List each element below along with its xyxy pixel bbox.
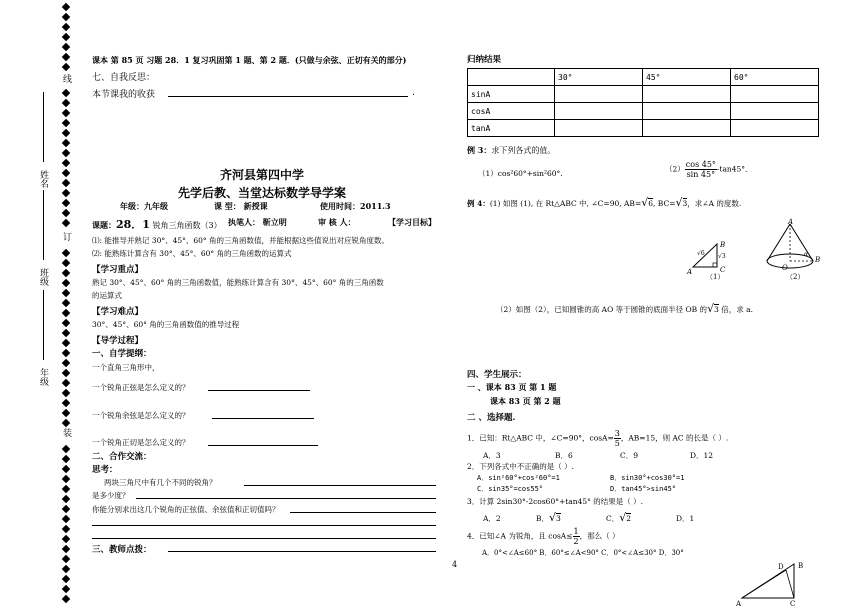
figure-2-cone bbox=[760, 218, 824, 280]
vertex-c-label: C bbox=[790, 600, 796, 607]
sqrt-symbol: √ bbox=[641, 196, 649, 209]
reflection-heading: 七、自我反思： bbox=[92, 73, 156, 83]
answer-cell[interactable] bbox=[731, 120, 819, 137]
cone-left-edge bbox=[767, 224, 790, 261]
binding-diamond bbox=[62, 545, 70, 553]
option-radicand: 2 bbox=[626, 514, 632, 523]
example-3-part-2-prefix: （2） bbox=[665, 164, 685, 174]
point-b-label: B bbox=[815, 256, 821, 264]
vertex-a-label: A bbox=[736, 600, 742, 607]
choice-4 bbox=[467, 527, 620, 546]
binding-diamond bbox=[62, 53, 70, 61]
table-header-45: 45° bbox=[643, 69, 731, 86]
example-4-part-2 bbox=[496, 302, 753, 315]
grade-fill-line bbox=[43, 290, 44, 360]
topic-number: 28．1 bbox=[116, 218, 150, 231]
choice-3-option-c[interactable] bbox=[606, 511, 631, 524]
binding-diamond bbox=[62, 279, 70, 287]
choice-3: 3．计算 2sin30°-2cos60°+tan45° 的结果是（ ）. bbox=[467, 497, 644, 506]
question-intro: 一个直角三角形中， bbox=[92, 363, 160, 372]
binding-diamond bbox=[62, 565, 70, 573]
table-header-60: 60° bbox=[731, 69, 819, 86]
choice-section-heading: 二 、选择题. bbox=[467, 413, 516, 423]
example-3-part-2-suffix: -tan45°． bbox=[716, 164, 753, 174]
apex-a-label: A bbox=[788, 218, 794, 226]
question-tangent: 一个锐角正切是怎么定义的？ bbox=[92, 438, 190, 447]
answer-cell[interactable] bbox=[555, 103, 643, 120]
gains-label: 本节课我的收获 bbox=[92, 90, 156, 100]
example-4-label: 例 4： bbox=[467, 199, 490, 208]
example-3-part-2 bbox=[665, 160, 753, 179]
binding-bind-char: 装 bbox=[61, 428, 71, 437]
binding-diamond bbox=[62, 399, 70, 407]
binding-diamond bbox=[62, 159, 70, 167]
choice-3-option-a[interactable]: A．2 bbox=[483, 514, 501, 523]
binding-diamond bbox=[62, 129, 70, 137]
binding-diamond bbox=[62, 465, 70, 473]
question-cosine: 一个锐角余弦是怎么定义的？ bbox=[92, 411, 190, 420]
sqrt-symbol: √ bbox=[549, 511, 557, 524]
fraction-denominator: 5 bbox=[614, 439, 620, 448]
goals-header: 【学习目标】 bbox=[388, 217, 436, 227]
binding-diamond bbox=[62, 3, 70, 11]
binding-diamond bbox=[62, 109, 70, 117]
difficulty-text: 30°、45°、60° 角的三角函数值的推导过程 bbox=[92, 320, 240, 329]
half-fraction bbox=[573, 527, 580, 546]
answer-cell[interactable] bbox=[555, 86, 643, 103]
binding-diamond bbox=[62, 139, 70, 147]
binding-diamond bbox=[62, 595, 70, 603]
segment-ad bbox=[742, 570, 786, 598]
fraction-numerator: cos 45° bbox=[685, 160, 716, 169]
name-fill-line bbox=[43, 92, 44, 162]
topic-line bbox=[92, 216, 222, 232]
document-title: 先学后教、当堂达标数学导学案 bbox=[177, 186, 346, 200]
cone-right-edge bbox=[790, 224, 813, 261]
example-4-part-2-suffix: 倍，求 a. bbox=[718, 305, 753, 314]
table-header-30: 30° bbox=[555, 69, 643, 86]
row-label-cos: cosA bbox=[468, 103, 555, 120]
binding-diamond bbox=[62, 419, 70, 427]
sine-answer-line bbox=[208, 390, 310, 391]
binding-diamond bbox=[62, 299, 70, 307]
binding-diamond bbox=[62, 495, 70, 503]
table-row bbox=[468, 86, 819, 103]
vertex-b-label: B bbox=[798, 562, 804, 570]
table-row bbox=[468, 120, 819, 137]
binding-diamond bbox=[62, 63, 70, 71]
bc-radicand: 3 bbox=[682, 199, 688, 208]
homework-line: 课本 第 85 页 习题 28．1 复习巩固第 1 题、第 2 题．(只做与余弦、正切有关的部分) bbox=[92, 55, 407, 65]
difficulty-header: 【学习难点】 bbox=[92, 307, 144, 317]
binding-diamond bbox=[62, 389, 70, 397]
figure-triangle-abcd bbox=[732, 560, 812, 607]
choice-4-options[interactable]: A．0°<∠A≤60° B．60°≤∠A<90° C．0°<∠A≤30° D．30° bbox=[482, 549, 684, 557]
author: 执笔人： 靳立明 bbox=[228, 217, 287, 227]
answer-line-2 bbox=[92, 538, 436, 539]
process-header: 【导学过程】 bbox=[92, 336, 144, 346]
option-radicand: 3 bbox=[556, 514, 561, 523]
binding-diamond bbox=[62, 475, 70, 483]
segment-dc bbox=[786, 570, 794, 598]
class-fill-line bbox=[43, 190, 44, 260]
example-4-part-1 bbox=[467, 196, 741, 209]
gains-period: . bbox=[412, 88, 415, 98]
binding-diamond bbox=[62, 359, 70, 367]
meta-date: 使用时间：2011.3 bbox=[320, 201, 391, 211]
binding-diamond bbox=[62, 189, 70, 197]
binding-diamond bbox=[62, 525, 70, 533]
binding-diamond bbox=[62, 455, 70, 463]
answer-cell[interactable] bbox=[643, 120, 731, 137]
choice-2-option-a[interactable]: A．sin²60°+cos²60°=1 bbox=[477, 474, 560, 482]
key-line-2: 的运算式 bbox=[92, 291, 122, 300]
binding-diamond bbox=[62, 535, 70, 543]
sqrt-symbol: √ bbox=[675, 196, 683, 209]
binding-diamond bbox=[62, 555, 70, 563]
sqrt-symbol: √ bbox=[619, 511, 627, 524]
think-question-1: 两块三角尺中有几个不同的锐角？ bbox=[104, 478, 217, 487]
binding-diamond bbox=[62, 33, 70, 41]
binding-diamond bbox=[62, 13, 70, 21]
right-angle-mark bbox=[713, 263, 717, 267]
binding-diamond bbox=[62, 369, 70, 377]
page-number: 4 bbox=[452, 560, 458, 569]
binding-diamond bbox=[62, 269, 70, 277]
fraction-numerator: 3 bbox=[614, 429, 620, 438]
choice-1-prefix: 1．已知：Rt△ABC 中，∠C=90°，cosA= bbox=[467, 433, 614, 443]
binding-diamond bbox=[62, 485, 70, 493]
tangent-answer-line bbox=[208, 445, 318, 446]
table-corner-cell bbox=[468, 69, 555, 86]
binding-diamond bbox=[62, 99, 70, 107]
cos-fraction bbox=[614, 429, 621, 448]
example-4-suffix: ，求∠A 的度数. bbox=[687, 199, 742, 208]
question-sine: 一个锐角正弦是怎么定义的？ bbox=[92, 383, 190, 392]
binding-diamond bbox=[62, 409, 70, 417]
binding-order-char: 订 bbox=[61, 232, 71, 241]
choice-4-prefix: 4．已知∠A 为锐角，且 cosA≤ bbox=[467, 531, 573, 541]
fraction-numerator: 1 bbox=[573, 527, 579, 536]
choice-2-option-c[interactable]: C．sin35°=cos55° bbox=[477, 485, 544, 493]
answer-cell[interactable] bbox=[731, 103, 819, 120]
cone-radicand: 3 bbox=[714, 305, 719, 314]
binding-diamond bbox=[62, 169, 70, 177]
vertex-a-label: A bbox=[687, 268, 693, 276]
goal-1: ⑴: 能推导并熟记 30°、45°、60° 角的三角函数值，并能根据这些值说出对应锐角度数。 bbox=[92, 236, 390, 245]
name-label: 姓名 bbox=[38, 170, 48, 188]
fraction-denominator: sin 45° bbox=[686, 170, 716, 179]
key-line-1: 熟记 30°、45°、60° 角的三角函数值，能熟练计算含有 30°、45°、60° 角的三角函数 bbox=[92, 278, 384, 287]
summary-title: 归纳结果 bbox=[467, 55, 502, 65]
choice-1-option-a[interactable]: A．3 bbox=[483, 451, 501, 460]
section-4-heading: 四、学生展示： bbox=[467, 370, 527, 380]
binding-diamond bbox=[62, 309, 70, 317]
show-item-1: 一 、课本 83 页 第 1 题 bbox=[467, 382, 557, 392]
cos-over-sin-fraction bbox=[685, 160, 717, 179]
gains-fill-line bbox=[168, 96, 408, 97]
answer-cell[interactable] bbox=[731, 86, 819, 103]
think-1-line bbox=[244, 485, 436, 486]
section-3-heading: 三、教师点拨： bbox=[92, 545, 152, 555]
binding-diamond bbox=[62, 179, 70, 187]
binding-diamond bbox=[62, 249, 70, 257]
binding-diamond bbox=[62, 23, 70, 31]
figure-1-label: （1） bbox=[706, 273, 725, 281]
binding-line-char: 线 bbox=[61, 74, 71, 83]
think-question-1b: 是多少度？ bbox=[92, 491, 130, 500]
example-3-part-1: （1）cos²60°+sin²60°. bbox=[478, 169, 563, 178]
choice-1-option-c[interactable]: C．9 bbox=[620, 451, 639, 460]
option-letter: B． bbox=[536, 514, 550, 523]
binding-diamond bbox=[62, 219, 70, 227]
answer-cell[interactable] bbox=[643, 103, 731, 120]
binding-diamond bbox=[62, 505, 70, 513]
choice-1 bbox=[467, 429, 728, 448]
binding-diamond bbox=[62, 339, 70, 347]
binding-diamond bbox=[62, 89, 70, 97]
section-2-heading: 二、合作交流： bbox=[92, 452, 152, 462]
choice-2: 2．下列各式中不正确的是（ ）. bbox=[467, 462, 575, 471]
choice-1-option-d[interactable]: D．12 bbox=[690, 451, 714, 460]
topic-text: 锐角三角函数（3） bbox=[149, 221, 222, 230]
binding-diamond bbox=[62, 575, 70, 583]
binding-diamond bbox=[62, 199, 70, 207]
cosine-answer-line bbox=[212, 418, 314, 419]
meta-grade: 年级：九年级 bbox=[120, 201, 168, 211]
choice-1-option-b[interactable]: B．6 bbox=[555, 451, 573, 460]
grade-label: 年级 bbox=[38, 368, 48, 386]
choice-4-suffix: ，那么（ ） bbox=[579, 531, 620, 541]
table-row bbox=[468, 103, 819, 120]
topic-label: 课题： bbox=[92, 220, 116, 230]
vertex-b-label: B bbox=[720, 241, 726, 249]
binding-diamond bbox=[62, 149, 70, 157]
vertex-c-label: C bbox=[720, 266, 726, 274]
row-label-tan: tanA bbox=[468, 120, 555, 137]
table-header-row bbox=[468, 69, 819, 86]
binding-diamond bbox=[62, 119, 70, 127]
key-header: 【学习重点】 bbox=[92, 265, 144, 275]
side-bc-label: √3 bbox=[718, 253, 726, 260]
example-3-label: 例 3： bbox=[467, 145, 492, 155]
binding-diamond bbox=[62, 289, 70, 297]
center-o-label: O bbox=[782, 264, 788, 272]
answer-line-1 bbox=[92, 525, 436, 526]
figure-2-label: （2） bbox=[786, 273, 805, 281]
answer-cell[interactable] bbox=[555, 120, 643, 137]
binding-diamond bbox=[62, 319, 70, 327]
show-item-2: 课本 83 页 第 2 题 bbox=[490, 396, 561, 406]
option-letter: C． bbox=[606, 514, 620, 523]
binding-diamond bbox=[62, 259, 70, 267]
binding-diamond bbox=[62, 515, 70, 523]
think-question-2: 你能分别求出这几个锐角的正弦值、余弦值和正切值吗？ bbox=[92, 505, 280, 514]
binding-diamond bbox=[62, 379, 70, 387]
reviewer: 审 核 人： bbox=[318, 217, 356, 227]
sqrt-symbol: √ bbox=[707, 302, 715, 315]
choice-2-option-b[interactable]: B．sin30°+cos30°=1 bbox=[610, 474, 685, 482]
binding-diamond bbox=[62, 329, 70, 337]
binding-diamond bbox=[62, 349, 70, 357]
goal-2: ⑵: 能熟练计算含有 30°、45°、60° 角的三角函数的运算式 bbox=[92, 249, 292, 258]
choice-3-option-d[interactable]: D．1 bbox=[676, 514, 695, 523]
think-2-line bbox=[290, 512, 436, 513]
binding-diamond bbox=[62, 585, 70, 593]
school-name: 齐河县第四中学 bbox=[219, 168, 304, 182]
example-3 bbox=[467, 145, 555, 156]
binding-diamond bbox=[62, 43, 70, 51]
choice-2-option-d[interactable]: D．tan45°>sin45° bbox=[610, 485, 677, 493]
point-d-label: D bbox=[778, 563, 784, 571]
binding-diamond bbox=[62, 209, 70, 217]
example-3-text: 求下列各式的值。 bbox=[491, 146, 556, 155]
choice-3-option-b[interactable] bbox=[536, 511, 561, 524]
teacher-notes-line bbox=[168, 551, 436, 552]
think-1b-line bbox=[136, 498, 436, 499]
meta-class-type: 课 型： 新授课 bbox=[214, 201, 268, 211]
example-4-text: (1) 如图 (1), 在 Rt△ABC 中, ∠C=90, AB= bbox=[489, 199, 642, 208]
fraction-denominator: 2 bbox=[573, 537, 579, 546]
answer-cell[interactable] bbox=[643, 86, 731, 103]
side-ab-label: √6 bbox=[697, 250, 705, 257]
angle-alpha-label: α bbox=[804, 251, 809, 258]
binding-diamond bbox=[62, 445, 70, 453]
think-label: 思考： bbox=[92, 465, 118, 475]
trig-values-table bbox=[467, 68, 819, 137]
class-label: 班级 bbox=[38, 268, 48, 286]
row-label-sin: sinA bbox=[468, 86, 555, 103]
section-1-heading: 一、自学提纲： bbox=[92, 349, 152, 359]
ab-radicand: 6 bbox=[648, 199, 654, 208]
example-4-part-2-text: （2）如图（2），已知圆锥的高 AO 等于圆锥的底面半径 OB 的 bbox=[496, 305, 708, 314]
bc-text: , BC= bbox=[653, 199, 676, 208]
choice-1-suffix: ，AB=15，则 AC 的长是（ ）. bbox=[620, 433, 729, 443]
